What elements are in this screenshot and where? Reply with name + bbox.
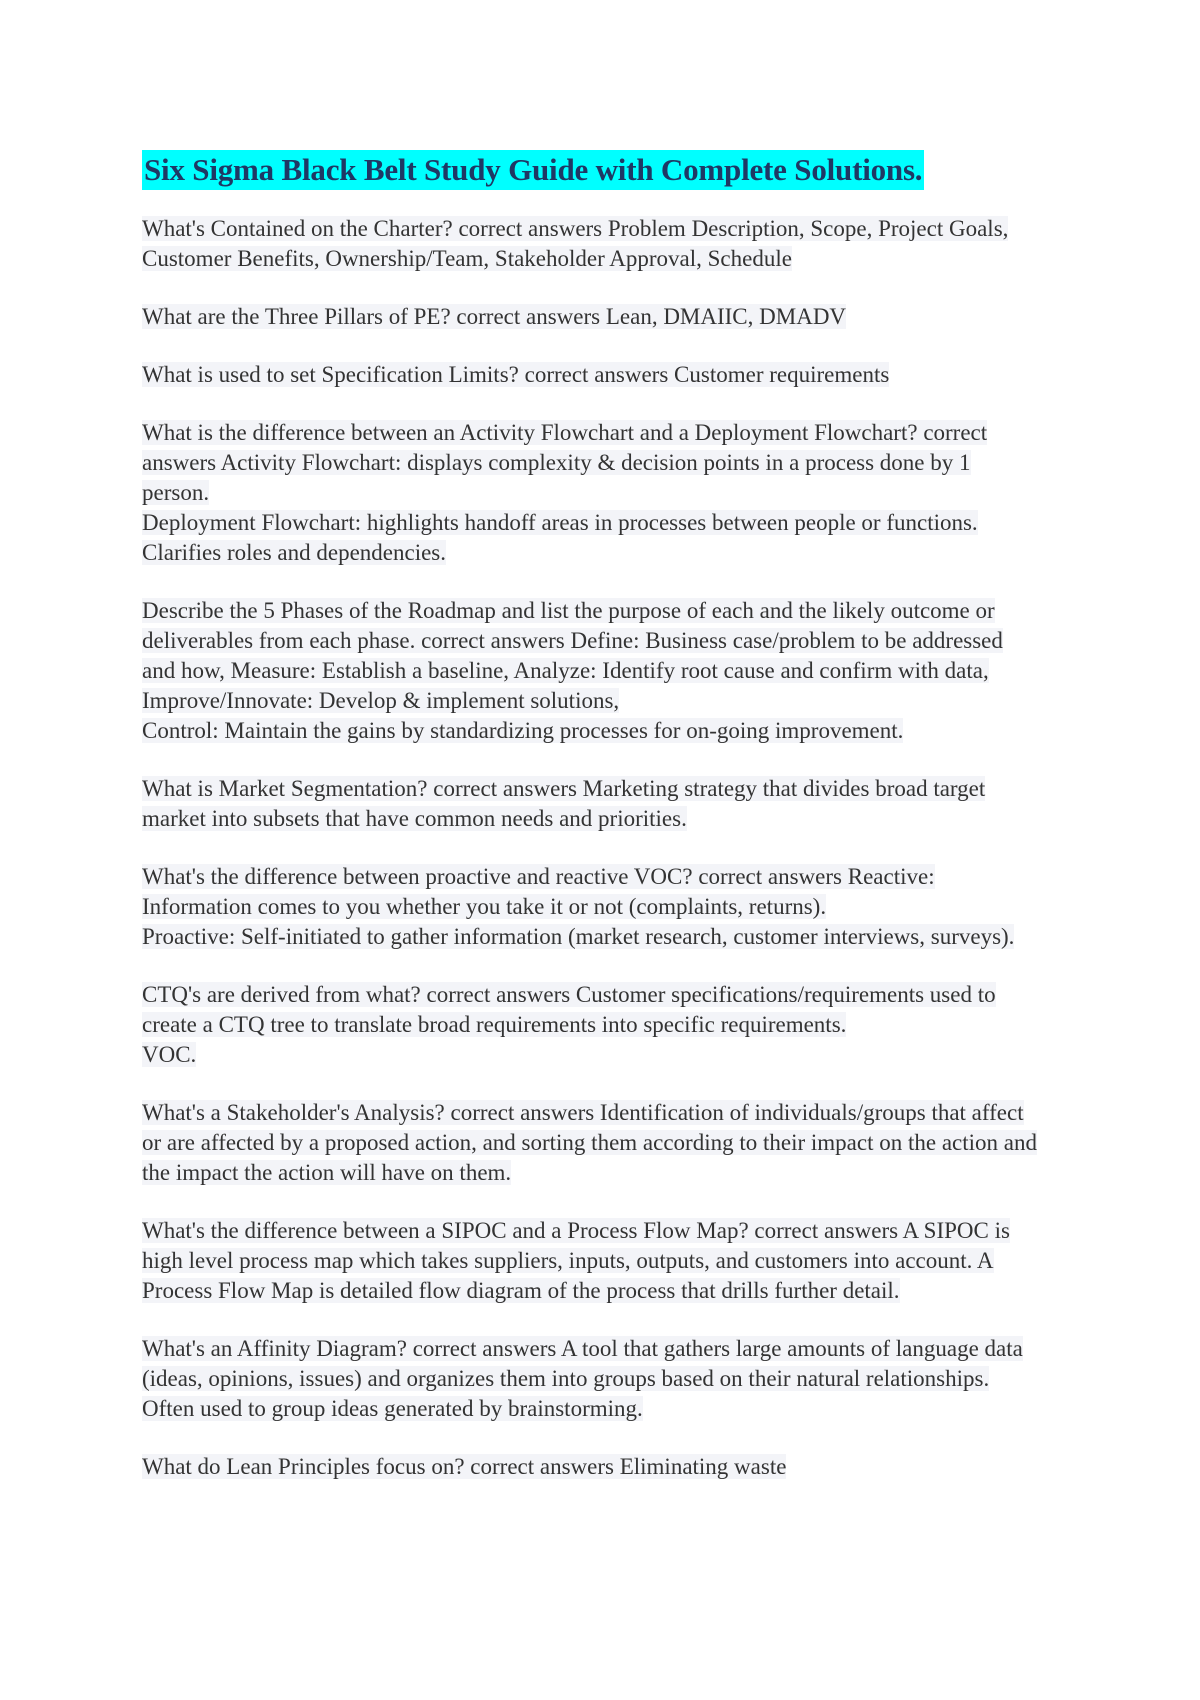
qa-line-text: person. (142, 480, 210, 505)
qa-line-text: Customer Benefits, Ownership/Team, Stakeholder Approval, Schedule (142, 246, 792, 271)
qa-line-text: and how, Measure: Establish a baseline, Analyze: Identify root cause and confirm with data, (142, 658, 989, 683)
qa-line-text: or are affected by a proposed action, and sorting them according to their impact on the action and (142, 1130, 1037, 1155)
qa-line (142, 862, 1080, 892)
qa-line-text: What's the difference between proactive and reactive VOC? correct answers Reactive: (142, 864, 935, 889)
qa-item (142, 980, 1080, 1070)
qa-line (142, 656, 1080, 686)
qa-line-text: Describe the 5 Phases of the Roadmap and list the purpose of each and the likely outcome or (142, 598, 995, 623)
qa-line-text: high level process map which takes suppliers, inputs, outputs, and customers into account. A (142, 1248, 994, 1273)
qa-line-text: the impact the action will have on them. (142, 1160, 512, 1185)
qa-line (142, 508, 1080, 538)
document-title: Six Sigma Black Belt Study Guide with Complete Solutions. (142, 150, 924, 190)
qa-line-text: What's a Stakeholder's Analysis? correct answers Identification of individuals/groups that affect (142, 1100, 1024, 1125)
qa-item (142, 360, 1080, 390)
qa-line (142, 418, 1080, 448)
qa-line-text: Information comes to you whether you take it or not (complaints, returns). (142, 894, 827, 919)
qa-line-text: What is the difference between an Activity Flowchart and a Deployment Flowchart? correct (142, 420, 988, 445)
qa-item (142, 1098, 1080, 1188)
qa-line (142, 1098, 1080, 1128)
qa-line (142, 448, 1080, 478)
qa-line-text: Improve/Innovate: Develop & implement solutions, (142, 688, 620, 713)
qa-line (142, 1158, 1080, 1188)
qa-line (142, 716, 1080, 746)
qa-item (142, 214, 1080, 274)
qa-line-text: CTQ's are derived from what? correct answers Customer specifications/requirements used to (142, 982, 996, 1007)
qa-line (142, 922, 1080, 952)
qa-line (142, 244, 1080, 274)
qa-line-text: What's Contained on the Charter? correct answers Problem Description, Scope, Project Goals, (142, 216, 1009, 241)
qa-line-text: create a CTQ tree to translate broad requirements into specific requirements. (142, 1012, 847, 1037)
qa-line (142, 1334, 1080, 1364)
qa-line (142, 302, 1080, 332)
qa-line-text: market into subsets that have common needs and priorities. (142, 806, 687, 831)
qa-line-text: Process Flow Map is detailed flow diagram of the process that drills further detail. (142, 1278, 900, 1303)
qa-list (142, 214, 1080, 1482)
qa-item (142, 774, 1080, 834)
qa-line (142, 804, 1080, 834)
qa-line (142, 1364, 1080, 1394)
qa-line (142, 626, 1080, 656)
qa-item (142, 302, 1080, 332)
qa-line-text: What is used to set Specification Limits? correct answers Customer requirements (142, 362, 890, 387)
qa-line-text: What is Market Segmentation? correct answers Marketing strategy that divides broad target (142, 776, 986, 801)
qa-line (142, 1276, 1080, 1306)
qa-line-text: What do Lean Principles focus on? correct answers Eliminating waste (142, 1454, 787, 1479)
qa-item (142, 862, 1080, 952)
qa-line (142, 1040, 1080, 1070)
qa-line-text: (ideas, opinions, issues) and organizes them into groups based on their natural relationships. (142, 1366, 990, 1391)
qa-line-text: Clarifies roles and dependencies. (142, 540, 446, 565)
qa-line-text: Deployment Flowchart: highlights handoff areas in processes between people or functions. (142, 510, 978, 535)
qa-item (142, 1216, 1080, 1306)
qa-line (142, 1010, 1080, 1040)
qa-line-text: VOC. (142, 1042, 197, 1067)
qa-line-text: Often used to group ideas generated by brainstorming. (142, 1396, 643, 1421)
qa-line (142, 1394, 1080, 1424)
qa-line (142, 774, 1080, 804)
qa-line-text: Control: Maintain the gains by standardizing processes for on-going improvement. (142, 718, 904, 743)
qa-line (142, 892, 1080, 922)
qa-line (142, 686, 1080, 716)
qa-line-text: deliverables from each phase. correct answers Define: Business case/problem to be addressed (142, 628, 1003, 653)
qa-item (142, 596, 1080, 746)
qa-item (142, 1452, 1080, 1482)
qa-line (142, 1216, 1080, 1246)
qa-line-text: What are the Three Pillars of PE? correct answers Lean, DMAIIC, DMADV (142, 304, 847, 329)
qa-line (142, 478, 1080, 508)
qa-line (142, 360, 1080, 390)
qa-line-text: What's an Affinity Diagram? correct answers A tool that gathers large amounts of language data (142, 1336, 1023, 1361)
qa-line (142, 1128, 1080, 1158)
qa-line (142, 1452, 1080, 1482)
qa-line-text: Proactive: Self-initiated to gather information (market research, customer interviews, surveys). (142, 924, 1015, 949)
qa-line (142, 1246, 1080, 1276)
qa-line-text: answers Activity Flowchart: displays complexity & decision points in a process done by 1 (142, 450, 971, 475)
qa-item (142, 1334, 1080, 1424)
qa-line (142, 538, 1080, 568)
qa-line-text: What's the difference between a SIPOC and a Process Flow Map? correct answers A SIPOC is (142, 1218, 1010, 1243)
qa-item (142, 418, 1080, 568)
qa-line (142, 214, 1080, 244)
qa-line (142, 980, 1080, 1010)
qa-line (142, 596, 1080, 626)
